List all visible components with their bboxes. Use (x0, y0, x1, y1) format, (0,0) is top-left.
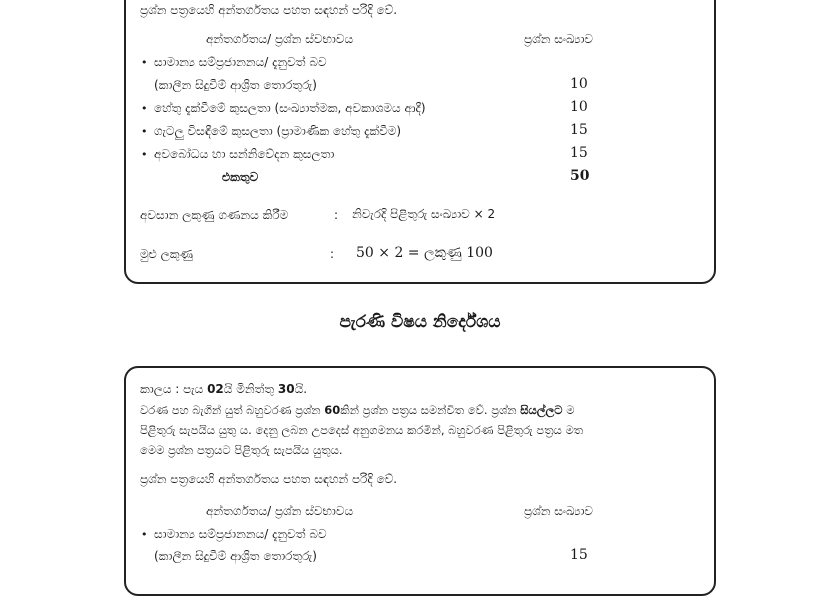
question-count: 60 (324, 403, 341, 417)
bottom-header-content: අන්තර්ගතය/ ප්‍රශ්න ස්වභාවය (206, 504, 354, 518)
time-prefix: කාලය : පැය (140, 382, 208, 396)
top-total-value: 50 (570, 168, 590, 184)
top-total-label: එකතුව (222, 170, 259, 184)
top-row-4-value: 15 (570, 122, 588, 138)
top-row-5-bullet: • (141, 148, 148, 161)
bottom-row-1-bullet: • (141, 528, 148, 541)
time-hours: 02 (207, 382, 224, 396)
top-row-1-bullet: • (141, 56, 148, 69)
total-marks-label: මුළු ලකුණු (140, 247, 193, 261)
instructions-all-bold: සියල්ලට (520, 403, 563, 417)
instructions-line-1-b: කින් ප්‍රශ්න පත්‍රය සමන්විත වේ. ප්‍රශ්න (340, 403, 521, 417)
bottom-intro-text: ප්‍රශ්න පත්‍රයෙහි අන්තර්ගතය පහත සඳහන් පරිදි වේ. (140, 472, 398, 486)
time-mid: යි මිනිත්තු (223, 382, 278, 396)
top-row-4-label: ගැටලු විසඳීමේ කුසලතා (ප්‍රාමාණික හේතු දැක්වීම) (154, 124, 402, 138)
time-suffix: යි. (294, 382, 308, 396)
instructions-line-1 (140, 400, 575, 420)
time-minutes: 30 (277, 382, 295, 396)
top-row-2-value: 10 (570, 76, 588, 92)
top-row-4-bullet: • (141, 125, 148, 138)
top-header-count: ප්‍රශ්න සංඛ්‍යාව (524, 32, 594, 46)
final-marks-formula: නිවැරදි පිළිතුරු සංඛ්‍යාව × 2 (352, 207, 496, 221)
top-row-2-label: (කාලීන සිදුවීම් ආශ්‍රිත තොරතුරු) (154, 78, 317, 92)
instructions-line-2: පිළිතුරු සැපයිය යුතු ය. දෙනු ලබන උපදෙස් අනුගමනය කරමින්, බහුවරණ පිළිතුරු පත්‍රය මත (140, 423, 584, 437)
top-row-3-bullet: • (141, 102, 148, 115)
total-marks-colon: : (330, 247, 335, 261)
bottom-row-1-label: සාමාන්‍ය සම්ප්‍රජානනය/ දැනුවත් බව (154, 527, 327, 541)
top-row-3-value: 10 (570, 99, 588, 115)
instructions-line-1-a: වරණ පහ බැගින් යුත් බහුවරණ ප්‍රශ්න (140, 403, 325, 417)
top-row-1-label: සාමාන්‍ය සම්ප්‍රජානනය/ දැනුවත් බව (154, 55, 327, 69)
instructions-line-3: මෙම ප්‍රශ්න පත්‍රයට පිළිතුරු සැපයිය යුතුය. (140, 443, 343, 457)
bottom-header-count: ප්‍රශ්න සංඛ්‍යාව (524, 504, 594, 518)
bottom-row-2-label: (කාලීන සිදුවීම් ආශ්‍රිත තොරතුරු) (154, 549, 317, 563)
final-marks-label: අවසාන ලකුණු ගණනය කිරීම (140, 208, 289, 222)
section-title: පැරණි විෂය නිර්දේශය (339, 312, 501, 332)
time-line (140, 382, 307, 397)
top-intro-text: ප්‍රශ්න පත්‍රයෙහි අන්තර්ගතය පහත සඳහන් පරිදි වේ. (140, 3, 398, 17)
top-row-3-label: හේතු දැක්වීමේ කුසලතා (සංඛ්‍යාත්මක, අවකාශමය ආදී) (154, 101, 426, 115)
bottom-row-2-value: 15 (570, 547, 588, 563)
top-row-5-value: 15 (570, 145, 588, 161)
instructions-line-1-c: ම (562, 403, 575, 417)
total-marks-formula: 50 × 2 = ලකුණු 100 (356, 245, 493, 261)
top-row-5-label: අවබෝධය හා සන්නිවේදන කුසලතා (154, 147, 335, 161)
final-marks-colon: : (334, 208, 339, 222)
top-header-content: අන්තර්ගතය/ ප්‍රශ්න ස්වභාවය (206, 32, 354, 46)
